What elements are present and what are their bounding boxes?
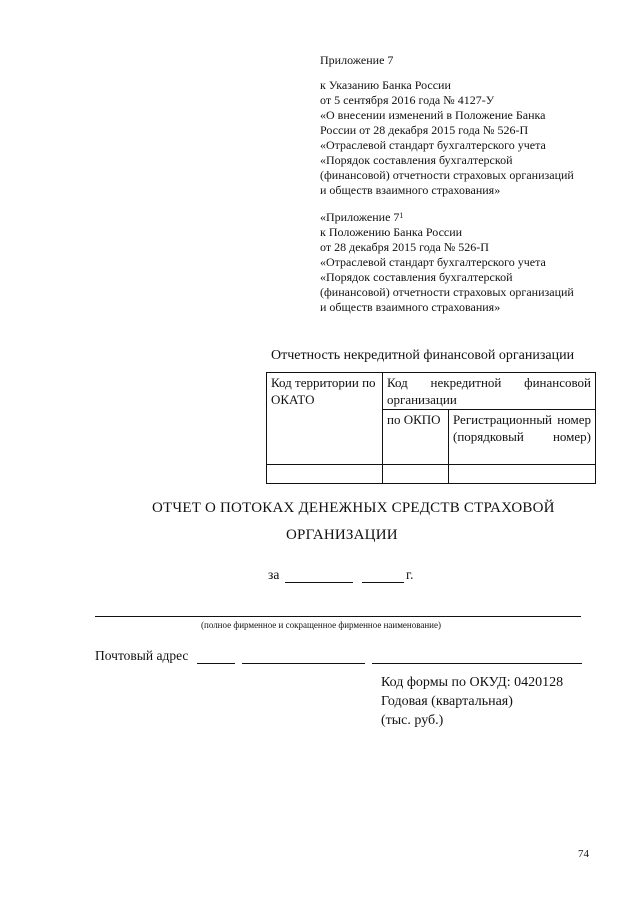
appendix2-sup: 1 — [399, 211, 404, 220]
okpo-cell: по ОКПО — [383, 410, 449, 465]
period-blank-2[interactable] — [362, 582, 404, 583]
appendix-line: «Отраслевой стандарт бухгалтерского учета — [320, 138, 546, 152]
appendix2-line: (финансовой) отчетности страховых организаций — [320, 285, 574, 299]
appendix-line: «О внесении изменений в Положение Банка — [320, 108, 546, 122]
appendix-line: России от 28 декабря 2015 года № 526-П — [320, 123, 529, 137]
appendix-block — [320, 53, 574, 198]
page-number: 74 — [578, 848, 589, 860]
appendix-line: от 5 сентября 2016 года № 4127-У — [320, 93, 495, 107]
org-caption: Отчетность некредитной финансовой организации — [271, 348, 575, 363]
appendix2-line: к Положению Банка России — [320, 225, 463, 239]
okud-block — [381, 673, 563, 730]
postal-address-label: Почтовый адрес — [95, 648, 189, 663]
reg-number-cell: Регистрационный номер (порядковый номер) — [449, 410, 596, 465]
reg-value-cell — [449, 465, 596, 484]
okpo-value-cell — [383, 465, 449, 484]
appendix-block-2 — [320, 210, 574, 315]
okud-units: (тыс. руб.) — [381, 713, 444, 728]
appendix-gap — [320, 68, 574, 78]
appendix-line: к Указанию Банка России — [320, 78, 451, 92]
appendix-line: (финансовой) отчетности страховых организаций — [320, 168, 574, 182]
report-title-line1: ОТЧЕТ О ПОТОКАХ ДЕНЕЖНЫХ СРЕДСТВ СТРАХОВОЙ — [152, 500, 555, 516]
appendix2-prefix: «Приложение 7 — [320, 210, 400, 224]
report-title-line2: ОРГАНИЗАЦИИ — [286, 527, 398, 543]
period-blank-1[interactable] — [285, 582, 353, 583]
appendix-line: Приложение 7 — [320, 53, 394, 67]
appendix2-first-line — [320, 210, 574, 225]
appendix-line: «Порядок составления бухгалтерской — [320, 153, 513, 167]
appendix2-line: от 28 декабря 2015 года № 526-П — [320, 240, 489, 254]
postal-address-blank-2[interactable] — [242, 663, 365, 664]
territory-value-cell — [267, 465, 383, 484]
org-name-line[interactable] — [95, 616, 581, 617]
postal-address-blank-1[interactable] — [197, 663, 235, 664]
appendix2-line: «Отраслевой стандарт бухгалтерского учета — [320, 255, 546, 269]
appendix2-line: и обществ взаимного страхования» — [320, 300, 501, 314]
territory-cell: Код территории по ОКАТО — [267, 373, 383, 465]
appendix2-line: «Порядок составления бухгалтерской — [320, 270, 513, 284]
appendix-line: и обществ взаимного страхования» — [320, 183, 501, 197]
postal-address-blank-3[interactable] — [372, 663, 582, 664]
okud-code: Код формы по ОКУД: 0420128 — [381, 675, 564, 690]
codes-table — [266, 372, 596, 484]
period-prefix: за — [268, 567, 280, 582]
okud-period: Годовая (квартальная) — [381, 694, 513, 709]
period-suffix: г. — [406, 567, 414, 582]
org-name-hint: (полное фирменное и сокращенное фирменное наименование) — [201, 620, 441, 630]
org-code-cell: Код некредитной финансовой организации — [383, 373, 596, 410]
